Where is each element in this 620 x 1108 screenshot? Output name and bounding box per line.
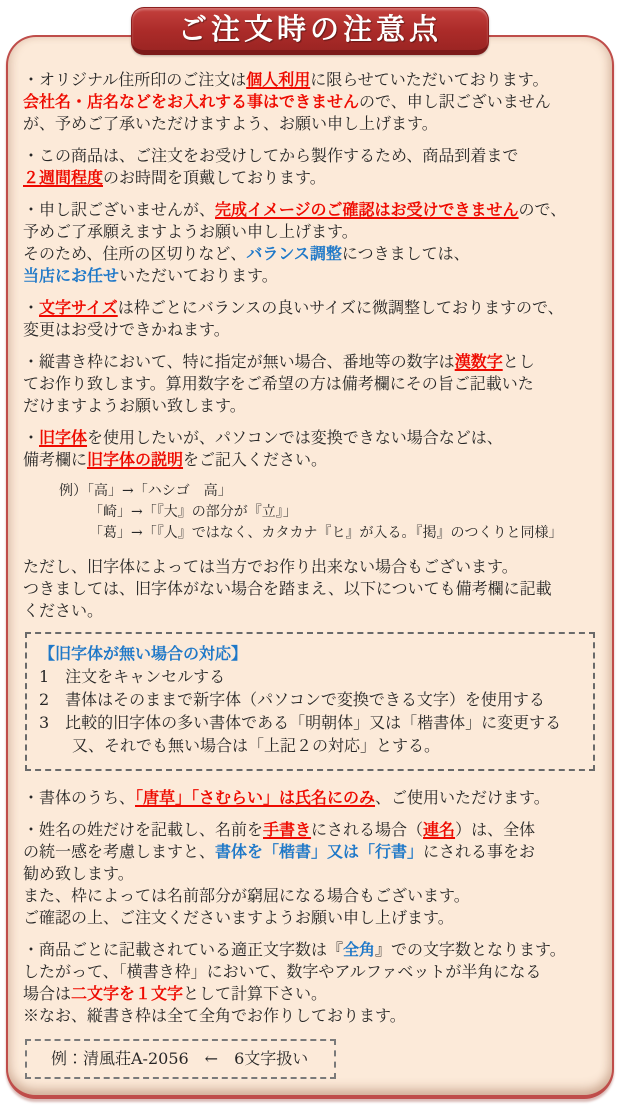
option-line: [39, 688, 583, 711]
text-run: ください。: [23, 601, 104, 620]
text-run: てお作り致します。算用数字をご希望の方は備考欄にその旨ご記載いた: [23, 374, 534, 393]
text-run: 又、それでも無い場合は「上記２の対応」とする。: [72, 736, 441, 755]
text-run: ご確認の上、ご注文くださいますようお願い申し上げます。: [23, 908, 454, 927]
text-line: [23, 69, 597, 91]
paragraph-kyujitai-limitation: [23, 556, 597, 622]
text-run: いただいております。: [119, 266, 278, 285]
text-line: [23, 199, 597, 221]
emphasis-red: ２週間程度: [23, 168, 104, 187]
emphasis-blue: 【旧字体が無い場合の対応】: [39, 644, 248, 663]
text-run: にされる事をお: [423, 842, 536, 861]
paragraph-handwritten-name: [23, 819, 597, 929]
text-line: [23, 145, 597, 167]
emphasis-red: 旧字体の説明: [87, 450, 184, 469]
text-run: 備考欄に: [23, 450, 88, 469]
emphasis-blue: バランス調整: [246, 244, 342, 263]
char-count-example-box: [25, 1039, 336, 1079]
emphasis-red: 漢数字: [454, 352, 503, 371]
text-run: として計算下さい。: [183, 984, 328, 1003]
paragraph-character-count: [23, 939, 597, 1027]
text-line: [23, 819, 597, 841]
text-line: [23, 961, 597, 983]
text-run: ・商品ごとに記載されている適正文字数は『: [23, 940, 344, 959]
emphasis-red: 会社名・店名などをお入れする事はできません: [23, 92, 360, 111]
text-run: 1 注文をキャンセルする: [39, 667, 226, 686]
text-line: [23, 885, 597, 907]
text-run: とし: [502, 352, 535, 371]
paragraph-personal-use-only: [23, 69, 597, 135]
text-run: ・申し訳ございませんが、: [23, 200, 216, 219]
text-run: ・縦書き枠において、特に指定が無い場合、番地等の数字は: [23, 352, 455, 371]
text-line: [23, 449, 597, 471]
text-run: そのため、住所の区切りなど、: [23, 244, 247, 263]
text-line: [59, 481, 597, 502]
text-line: [23, 297, 597, 319]
text-line: [23, 556, 597, 578]
emphasis-red: 二文字を１文字: [71, 984, 184, 1003]
text-line: [23, 907, 597, 929]
emphasis-red: 個人利用: [246, 70, 311, 89]
text-run: また、枠によっては名前部分が窮屈になる場合もございます。: [23, 886, 470, 905]
text-line: [23, 373, 597, 395]
text-line: [23, 600, 597, 622]
text-run: 2 書体はそのままで新字体（パソコンで変換できる文字）を使用する: [39, 690, 545, 709]
emphasis-red: 完成イメージのご確認はお受けできません: [215, 200, 519, 219]
text-run: を使用したいが、パソコンでは変換できない場合などは、: [87, 428, 503, 447]
text-run: 例：清風荘A-2056 ← 6文字扱い: [51, 1049, 309, 1068]
option-line: [39, 711, 583, 734]
text-run: したがって、「横書き枠」において、数字やアルファベットが半角になる: [23, 962, 542, 981]
text-run: のお時間を頂戴しております。: [103, 168, 326, 187]
text-run: 3 比較的旧字体の多い書体である「明朝体」又は「楷書体」に変更する: [39, 713, 562, 732]
text-run: の統一感を考慮しますと、: [23, 842, 216, 861]
text-run: 』での文字数となります。: [375, 940, 566, 959]
emphasis-red: 文字サイズ: [39, 298, 118, 317]
text-run: につきましては、: [341, 244, 470, 263]
text-line: [23, 91, 597, 113]
option-line: [72, 734, 583, 757]
text-run: ・オリジナル住所印のご注文は: [23, 70, 247, 89]
kyujitai-options-box: [25, 632, 595, 771]
text-run: 「崎」→「『大』の部分が『立』」: [89, 504, 297, 520]
paragraph-kyujitai: [23, 427, 597, 471]
text-run: 、ご使用いただけます。: [375, 788, 550, 807]
text-run: に限らせていただいております。: [310, 70, 549, 89]
text-line: [23, 1005, 597, 1027]
page-title: ご注文時の注意点: [177, 12, 442, 46]
text-run: をご記入ください。: [183, 450, 328, 469]
text-run: が、予めご了承いただけますよう、お願い申し上げます。: [23, 114, 438, 133]
emphasis-red: 「唐草」「さむらい」は氏名にのみ: [135, 788, 376, 807]
text-line: [23, 113, 597, 135]
text-line: [23, 167, 597, 189]
text-run: ・書体のうち、: [23, 788, 136, 807]
text-line: [23, 243, 597, 265]
text-run: ・姓名の姓だけを記載し、名前を: [23, 820, 264, 839]
emphasis-blue: 全角: [343, 940, 376, 959]
text-line: [23, 427, 597, 449]
text-run: 変更はお受けできかねます。: [23, 320, 230, 339]
text-line: [89, 502, 597, 523]
notice-title-banner: [131, 7, 489, 55]
text-line: [23, 265, 597, 287]
text-run: ただし、旧字体によっては当方でお作り出来ない場合もございます。: [23, 557, 518, 576]
text-run: ・この商品は、ご注文をお受けしてから製作するため、商品到着まで: [23, 146, 519, 165]
text-run: ※なお、縦書き枠は全て全角でお作りしております。: [23, 1006, 406, 1025]
text-line: [23, 578, 597, 600]
emphasis-blue: 書体を「楷書」又は「行書」: [215, 842, 424, 861]
box-heading: [39, 642, 583, 665]
text-line: [23, 863, 597, 885]
paragraph-production-time: [23, 145, 597, 189]
text-run: つきましては、旧字体がない場合を踏まえ、以下についても備考欄に記載: [23, 579, 552, 598]
text-run: は枠ごとにバランスの良いサイズに微調整しておりますので、: [117, 298, 564, 317]
paragraph-kanji-numerals: [23, 351, 597, 417]
text-run: 例）「高」→「ハシゴ 高」: [59, 483, 232, 499]
emphasis-red: 手書き: [263, 820, 312, 839]
paragraph-font-size: [23, 297, 597, 341]
text-line: [23, 319, 597, 341]
text-line: [23, 939, 597, 961]
text-run: 「葛」→「『人』ではなく、カタカナ『ヒ』が入る。『掲』のつくりと同様」: [89, 525, 563, 541]
notice-panel: [6, 35, 614, 1099]
text-run: ・: [23, 298, 40, 317]
emphasis-red: 旧字体: [39, 428, 88, 447]
paragraph-no-preview: [23, 199, 597, 287]
text-run: 場合は: [23, 984, 72, 1003]
text-line: [89, 523, 597, 544]
paragraph-typeface-restriction: [23, 787, 597, 809]
text-line: [23, 395, 597, 417]
text-line: [23, 787, 597, 809]
text-run: ので、: [518, 200, 567, 219]
text-line: [23, 841, 597, 863]
text-run: 予めご了承願えますようお願い申し上げます。: [23, 222, 358, 241]
text-run: 勧め致します。: [23, 864, 134, 883]
order-notice-page: [0, 7, 620, 1108]
text-run: ・: [23, 428, 40, 447]
text-run: にされる場合（: [311, 820, 424, 839]
text-line: [23, 221, 597, 243]
text-run: だけますようお願い致します。: [23, 396, 246, 415]
emphasis-blue: 当店にお任せ: [23, 266, 120, 285]
text-run: ）は、全体: [455, 820, 536, 839]
text-run: ので、申し訳ございません: [359, 92, 551, 111]
text-line: [23, 983, 597, 1005]
emphasis-red: 連名: [423, 820, 456, 839]
kyujitai-example-block: [59, 481, 597, 544]
text-line: [23, 351, 597, 373]
option-line: [39, 665, 583, 688]
